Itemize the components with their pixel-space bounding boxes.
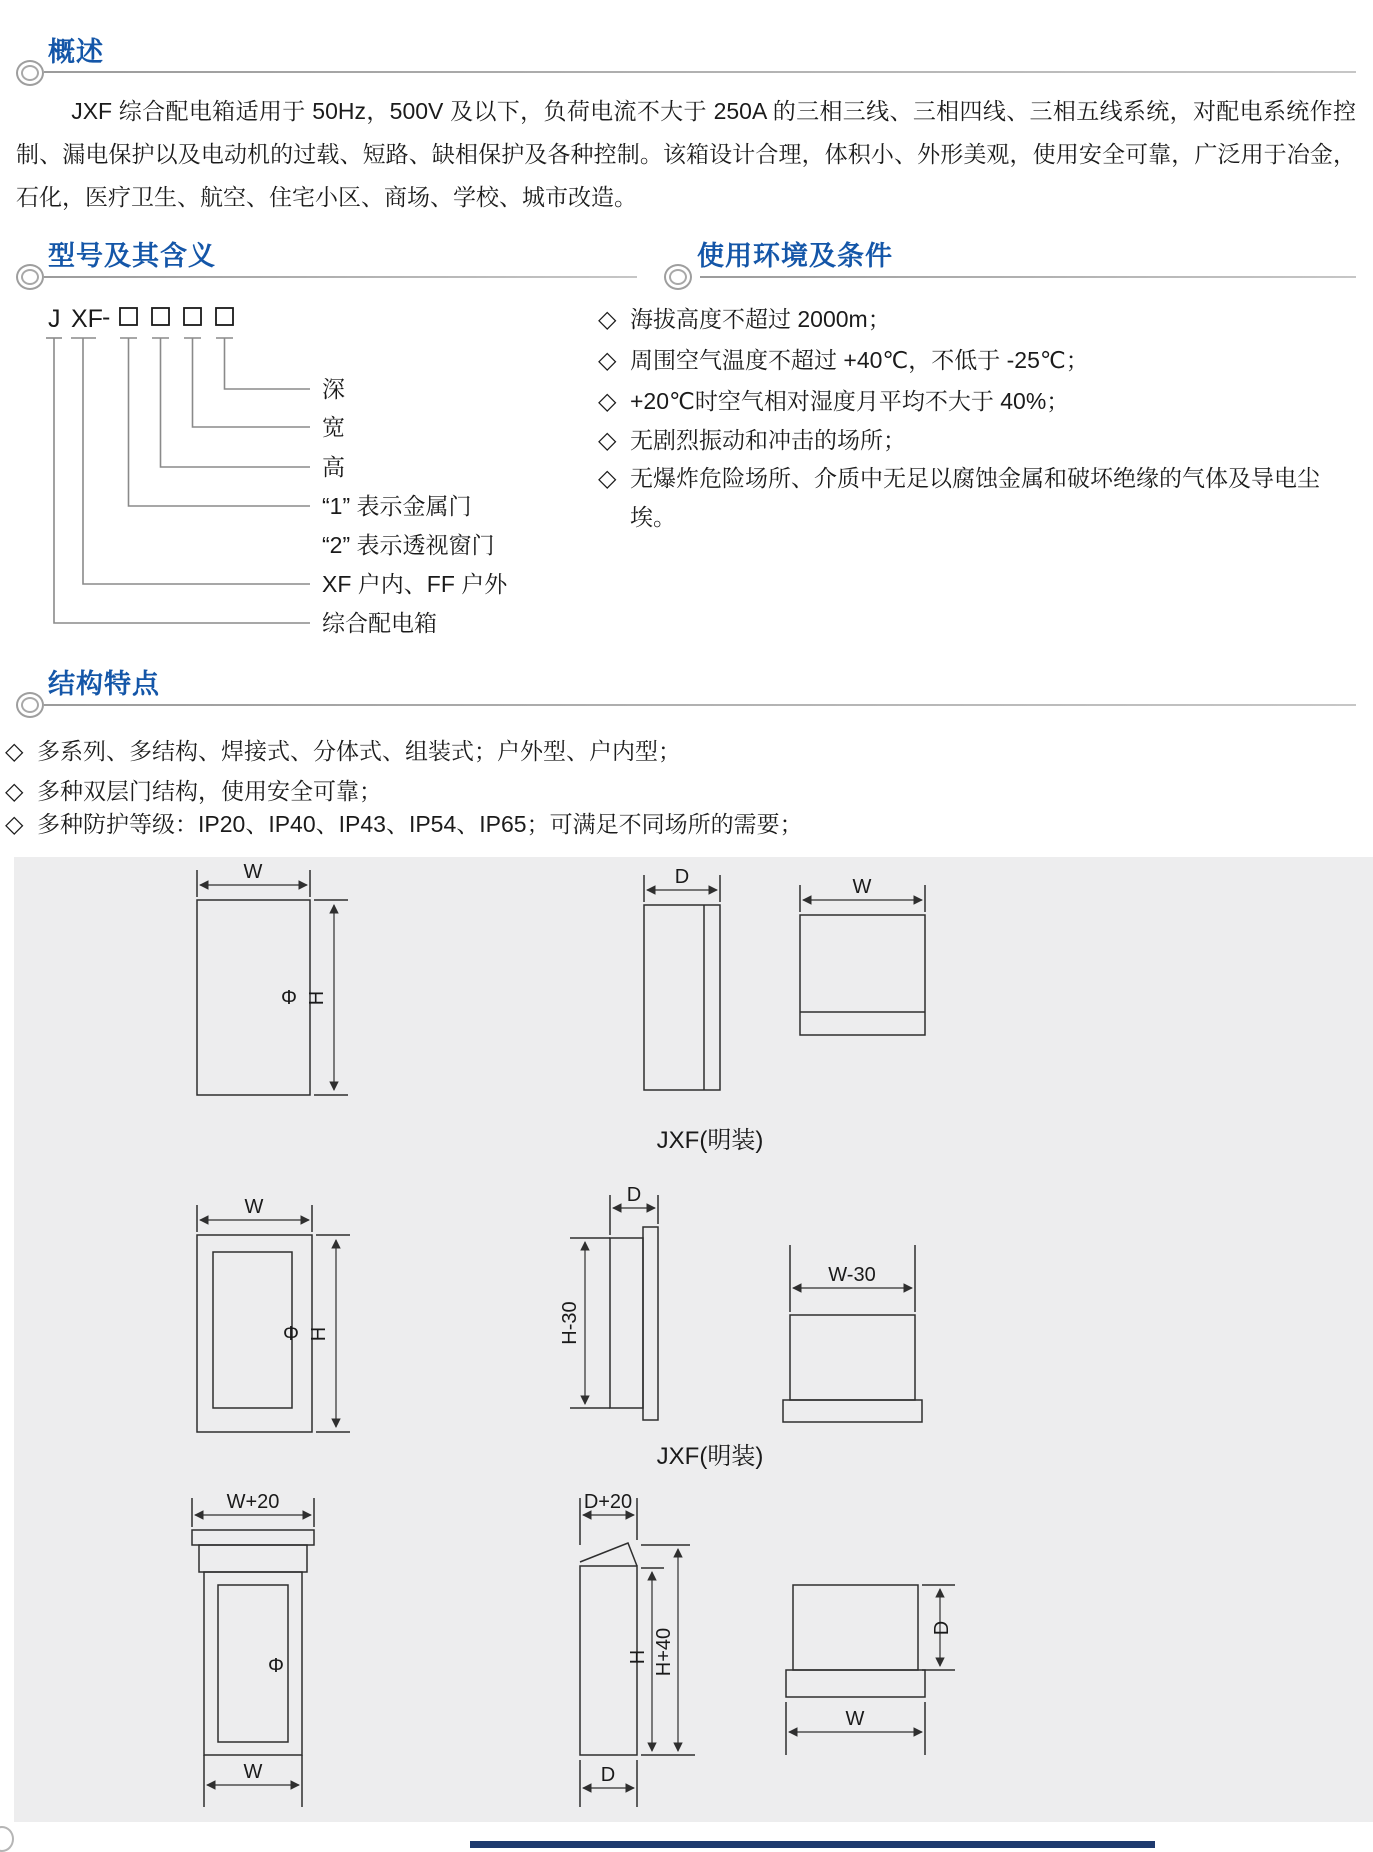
diamond-bullet-icon: ◇ xyxy=(598,306,617,333)
door-handle-symbol: Φ xyxy=(283,1323,299,1345)
diamond-bullet-icon: ◇ xyxy=(5,738,24,765)
model-label-width: 宽 xyxy=(322,414,345,440)
model-label-box-type: 综合配电箱 xyxy=(322,610,437,636)
front-view-flush xyxy=(197,1205,350,1432)
structure-item xyxy=(5,805,985,844)
structure-item-text: 多系列、多结构、焊接式、分体式、组装式；户外型、户内型； xyxy=(37,738,681,764)
environment-item xyxy=(598,341,1360,380)
section-marker-icon xyxy=(16,264,44,290)
diamond-bullet-icon: ◇ xyxy=(598,427,617,454)
dim-label-h: H xyxy=(306,990,328,1006)
section-divider xyxy=(44,276,637,278)
diamond-bullet-icon: ◇ xyxy=(598,388,617,415)
diamond-bullet-icon: ◇ xyxy=(598,465,617,492)
dim-label-w: W xyxy=(845,1708,865,1730)
side-view-flush xyxy=(570,1195,658,1420)
section-divider xyxy=(44,704,1356,706)
top-view-outdoor xyxy=(786,1585,955,1755)
structure-item-text: 多种双层门结构，使用安全可靠； xyxy=(37,778,382,804)
environment-item-text: 无爆炸危险场所、介质中无足以腐蚀金属和破坏绝缘的气体及导电尘埃。 xyxy=(630,465,1320,530)
dim-label-d: D xyxy=(600,1764,616,1786)
dim-label-h30: H-30 xyxy=(559,1301,581,1345)
dim-label-h: H xyxy=(308,1326,330,1342)
dim-label-w: W xyxy=(243,861,263,883)
dimension-drawings xyxy=(14,857,1373,1822)
structure-item-text: 多种防护等级：IP20、IP40、IP43、IP54、IP65；可满足不同场所的需要； xyxy=(37,811,803,837)
drawing-caption-row1: JXF(明装) xyxy=(656,1127,764,1154)
dim-label-d: D xyxy=(674,866,690,888)
dim-label-h40: H+40 xyxy=(653,1627,675,1677)
overview-paragraph: JXF 综合配电箱适用于 50Hz，500V 及以下，负荷电流不大于 250A 的三相三线、三相四线、三相五线系统，对配电系统作控制、漏电保护以及电动机的过载、短路、缺相保护及各种控制。该箱设计合理，体积小、外形美观，使用安全可靠，广泛用于冶金，石化，医疗卫生、航空、住宅小区、商场、学校、城市改造。 xyxy=(16,98,1356,210)
section-marker-icon xyxy=(16,692,44,718)
model-label-metal-door: “1” 表示金属门 xyxy=(322,493,472,519)
side-view-surface xyxy=(644,875,720,1090)
environment-item xyxy=(598,382,1360,421)
environment-item-text: 无剧烈振动和冲击的场所； xyxy=(630,427,906,453)
section-marker-icon xyxy=(664,264,692,290)
section-marker-icon xyxy=(16,60,44,86)
door-handle-symbol: Φ xyxy=(281,987,297,1009)
environment-item-text: 周围空气温度不超过 +40℃，不低于 -25℃； xyxy=(630,347,1089,373)
dim-label-d: D xyxy=(626,1184,642,1206)
section-title-model: 型号及其含义 xyxy=(48,241,216,271)
model-code-boxes xyxy=(120,308,233,325)
model-label-indoor-outdoor: XF 户内、FF 户外 xyxy=(322,571,508,597)
environment-item xyxy=(598,421,1360,460)
dim-label-w: W xyxy=(852,876,872,898)
model-label-window-door: “2” 表示透视窗门 xyxy=(322,532,495,558)
model-label-depth: 深 xyxy=(322,376,345,402)
model-label-height: 高 xyxy=(322,454,345,480)
top-view-surface xyxy=(800,885,925,1035)
section-divider xyxy=(700,276,1356,278)
section-title-environment: 使用环境及条件 xyxy=(697,241,893,271)
section-marker-icon xyxy=(0,1826,14,1852)
dim-label-w: W xyxy=(244,1196,264,1218)
section-divider xyxy=(44,71,1356,73)
model-code-j: J xyxy=(48,305,61,333)
section-title-structure: 结构特点 xyxy=(48,669,160,699)
model-code-dash: - xyxy=(102,303,111,331)
diamond-bullet-icon: ◇ xyxy=(5,778,24,805)
drawing-caption-row2: JXF(明装) xyxy=(656,1443,764,1470)
section-title-overview: 概述 xyxy=(48,37,104,67)
front-view-surface xyxy=(197,870,348,1095)
dim-label-h: H xyxy=(627,1649,649,1665)
environment-item xyxy=(598,459,1360,537)
diamond-bullet-icon: ◇ xyxy=(5,811,24,838)
dim-label-d20: D+20 xyxy=(583,1491,633,1513)
footer-bar xyxy=(470,1841,1155,1848)
dim-label-d: D xyxy=(931,1620,953,1636)
environment-item xyxy=(598,300,1360,339)
model-designation-diagram xyxy=(0,290,600,660)
environment-item-text: 海拔高度不超过 2000m； xyxy=(630,306,891,332)
model-code-xf: XF xyxy=(71,305,103,333)
structure-item xyxy=(5,732,985,771)
environment-item-text: +20℃时空气相对湿度月平均不大于 40%； xyxy=(630,388,1070,414)
dim-label-w20: W+20 xyxy=(226,1491,280,1513)
dim-label-w30: W-30 xyxy=(828,1264,876,1286)
door-handle-symbol: Φ xyxy=(268,1655,284,1677)
diamond-bullet-icon: ◇ xyxy=(598,347,617,374)
dim-label-w: W xyxy=(243,1761,263,1783)
